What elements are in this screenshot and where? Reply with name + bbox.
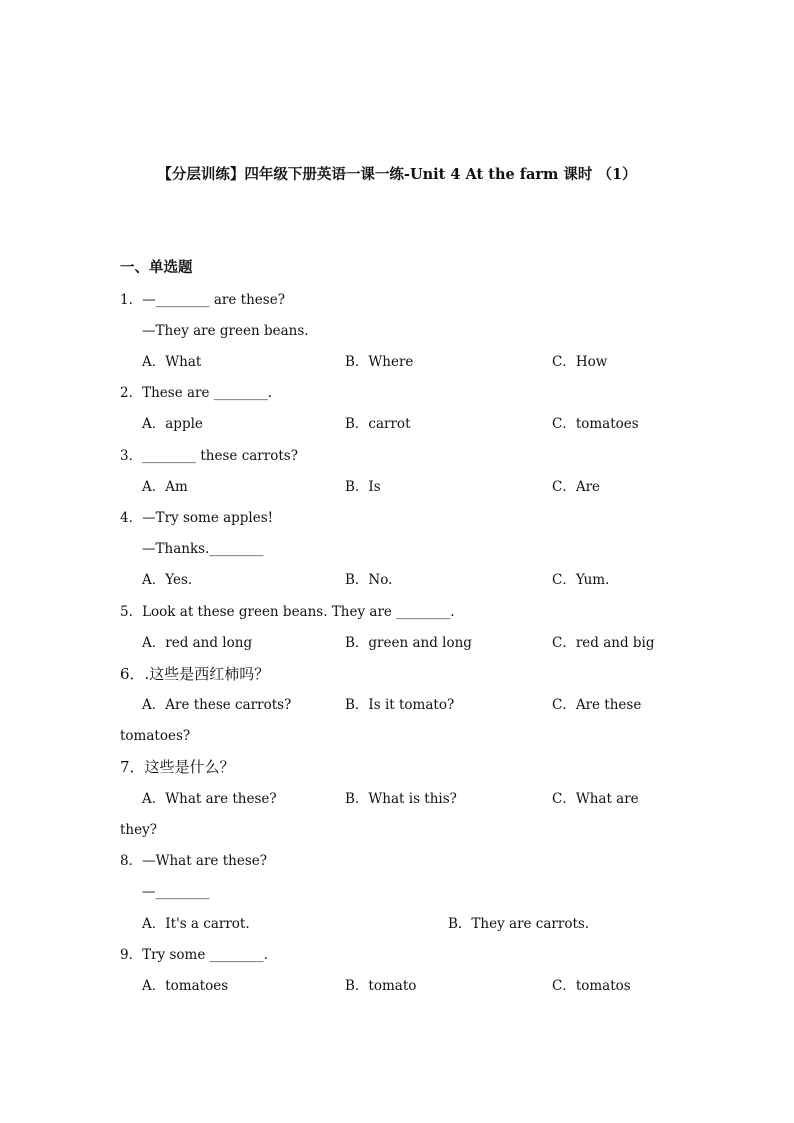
question-7-stem: 7．这些是什么？ — [120, 758, 235, 776]
question-6-stem: 6．.这些是西红柿吗？ — [120, 665, 270, 683]
question-5-option-b[interactable]: B．green and long — [345, 635, 472, 651]
section-heading: 一、单选题 — [120, 259, 193, 276]
question-6-option-b[interactable]: B．Is it tomato? — [345, 697, 455, 713]
question-6-option-c-continuation: tomatoes? — [120, 728, 191, 744]
question-8-stem: 8．—What are these? — [120, 853, 267, 869]
question-4-option-a[interactable]: A．Yes. — [142, 572, 193, 588]
question-9-option-a[interactable]: A．tomatoes — [142, 978, 229, 994]
question-6-option-c[interactable]: C．Are these — [552, 697, 642, 713]
question-1-option-a[interactable]: A．What — [142, 354, 202, 370]
question-3-option-c[interactable]: C．Are — [552, 479, 601, 495]
question-7-option-c[interactable]: C．What are — [552, 791, 639, 807]
question-5-stem: 5．Look at these green beans. They are ________. — [120, 604, 455, 620]
question-3-stem: 3．________ these carrots? — [120, 448, 298, 464]
question-7-option-a[interactable]: A．What are these? — [142, 791, 277, 807]
question-5-option-c[interactable]: C．red and big — [552, 635, 655, 651]
question-5-option-a[interactable]: A．red and long — [142, 635, 253, 651]
question-1-stem: 1．—________ are these? — [120, 292, 285, 308]
question-3-option-b[interactable]: B．Is — [345, 479, 381, 495]
question-9-stem: 9．Try some ________. — [120, 947, 268, 963]
question-1-stem-line2: —They are green beans. — [142, 323, 309, 339]
question-8-stem-line2: —________ — [142, 884, 210, 900]
question-2-option-b[interactable]: B．carrot — [345, 416, 411, 432]
question-3-option-a[interactable]: A．Am — [142, 479, 188, 495]
question-4-stem-line2: —Thanks.________ — [142, 541, 264, 557]
question-9-option-c[interactable]: C．tomatos — [552, 978, 631, 994]
question-4-option-b[interactable]: B．No. — [345, 572, 393, 588]
question-2-option-a[interactable]: A．apple — [142, 416, 203, 432]
question-8-option-b[interactable]: B．They are carrots. — [448, 916, 590, 932]
question-1-option-c[interactable]: C．How — [552, 354, 608, 370]
question-4-stem: 4．—Try some apples! — [120, 510, 274, 526]
question-8-option-a[interactable]: A．It's a carrot. — [142, 916, 250, 932]
page-title: 【分层训练】四年级下册英语一课一练-Unit 4 At the farm 课时 （1） — [157, 166, 637, 183]
question-6-option-a[interactable]: A．Are these carrots? — [142, 697, 292, 713]
question-7-option-c-continuation: they? — [120, 822, 157, 838]
question-2-stem: 2．These are ________. — [120, 385, 273, 401]
question-7-option-b[interactable]: B．What is this? — [345, 791, 457, 807]
question-2-option-c[interactable]: C．tomatoes — [552, 416, 639, 432]
question-1-option-b[interactable]: B．Where — [345, 354, 414, 370]
question-4-option-c[interactable]: C．Yum. — [552, 572, 610, 588]
question-9-option-b[interactable]: B．tomato — [345, 978, 417, 994]
